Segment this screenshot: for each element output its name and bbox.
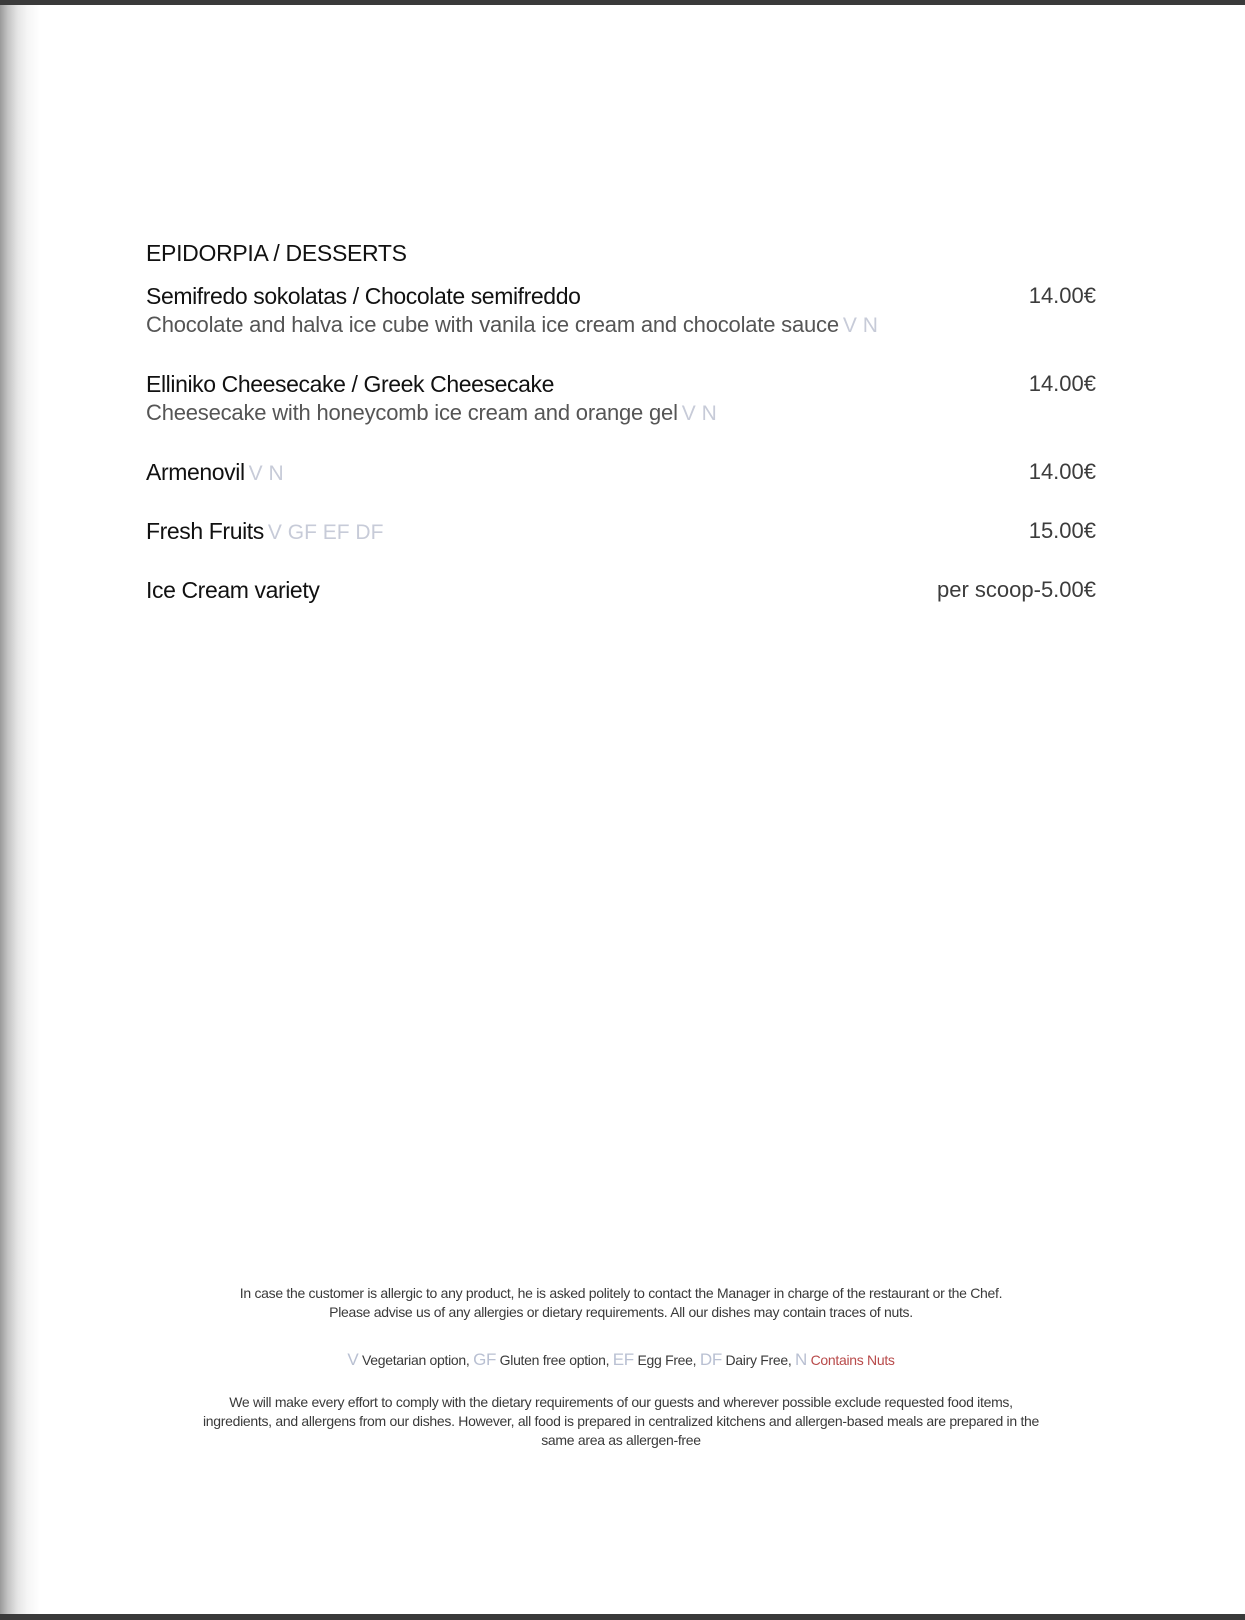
dietary-disclaimer bbox=[146, 1393, 1096, 1450]
page-spine-shadow bbox=[0, 5, 40, 1614]
item-price: per scoop-5.00€ bbox=[937, 577, 1096, 602]
item-name: Ice Cream variety bbox=[146, 577, 320, 603]
item-description: Chocolate and halva ice cube with vanila ice cream and chocolate sauce V N bbox=[146, 312, 878, 337]
item-name: Semifredo sokolatas / Chocolate semifreddo bbox=[146, 283, 581, 309]
legend-code-n: N bbox=[795, 1350, 808, 1369]
item-price: 14.00€ bbox=[1028, 283, 1096, 308]
item-name: Fresh Fruits V GF EF DF bbox=[146, 518, 384, 544]
dietary-tags: V N bbox=[842, 314, 878, 337]
dietary-legend bbox=[146, 1350, 1096, 1370]
menu-item-greek-cheesecake bbox=[146, 371, 1096, 403]
item-price: 15.00€ bbox=[1028, 518, 1096, 543]
menu-page bbox=[146, 0, 1096, 1614]
dietary-tags: V N bbox=[248, 462, 284, 485]
menu-item-fresh-fruits bbox=[146, 518, 1096, 550]
item-price: 14.00€ bbox=[1028, 371, 1096, 396]
legend-label-ef: Egg Free, bbox=[633, 1352, 700, 1368]
legend-label-n: Contains Nuts bbox=[807, 1352, 895, 1368]
bottom-border bbox=[0, 1614, 1245, 1620]
legend-code-gf: GF bbox=[473, 1350, 497, 1369]
disclaimer-line: We will make every effort to comply with the dietary requirements of our guests and wherever possible exclude requested food items, bbox=[229, 1394, 1013, 1410]
legend-code-df: DF bbox=[699, 1350, 722, 1369]
section-title: EPIDORPIA / DESSERTS bbox=[146, 240, 407, 266]
menu-item-ice-cream bbox=[146, 577, 1096, 609]
allergy-notice-line: In case the customer is allergic to any product, he is asked politely to contact the Manager in charge of the restaurant or the Chef. bbox=[239, 1285, 1003, 1301]
disclaimer-line: ingredients, and allergens from our dishes. However, all food is prepared in centralized kitchens and allergen-based meals are prepared in the bbox=[202, 1413, 1040, 1429]
allergy-notice-line: Please advise us of any allergies or dietary requirements. All our dishes may contain traces of nuts. bbox=[329, 1304, 913, 1320]
legend-code-v: V bbox=[347, 1350, 359, 1369]
item-description: Cheesecake with honeycomb ice cream and orange gel V N bbox=[146, 400, 717, 425]
menu-item-armenovil bbox=[146, 459, 1096, 491]
item-name: Elliniko Cheesecake / Greek Cheesecake bbox=[146, 371, 554, 397]
legend-code-ef: EF bbox=[612, 1350, 634, 1369]
item-name: Armenovil V N bbox=[146, 459, 284, 485]
allergy-notice bbox=[146, 1284, 1096, 1322]
legend-label-v: Vegetarian option, bbox=[358, 1352, 474, 1368]
dietary-tags: V GF EF DF bbox=[267, 521, 384, 544]
item-price: 14.00€ bbox=[1028, 459, 1096, 484]
legend-label-df: Dairy Free, bbox=[721, 1352, 796, 1368]
menu-item-chocolate-semifreddo bbox=[146, 283, 1096, 315]
legend-label-gf: Gluten free option, bbox=[496, 1352, 613, 1368]
disclaimer-line: same area as allergen-free bbox=[541, 1432, 701, 1448]
dietary-tags: V N bbox=[681, 402, 717, 425]
